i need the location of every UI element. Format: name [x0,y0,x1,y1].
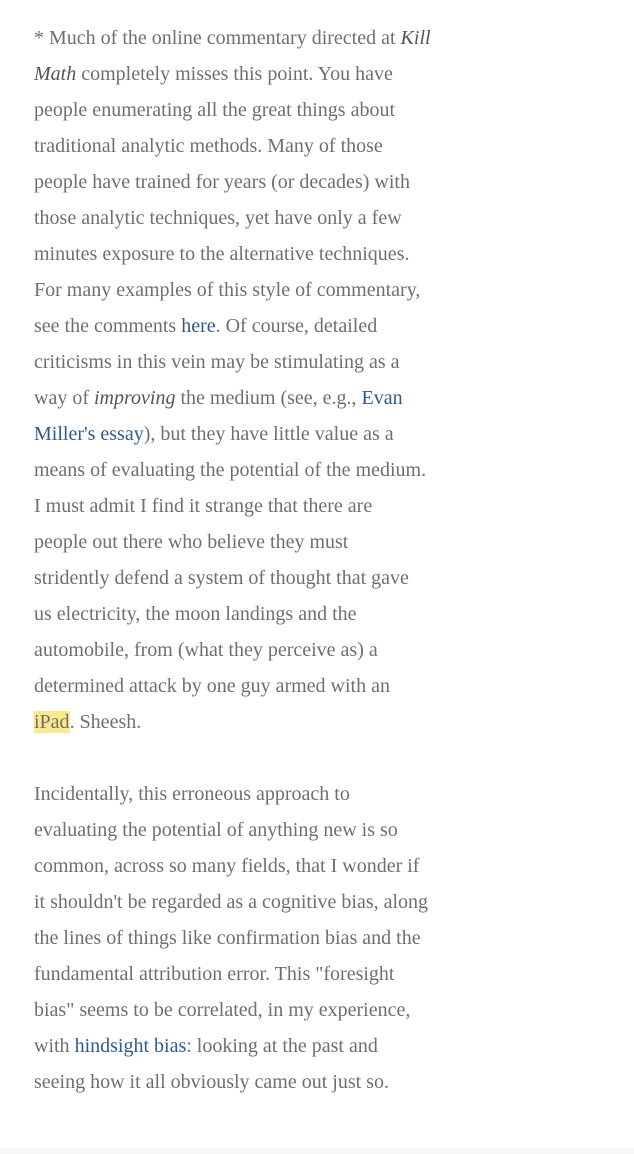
footnote-paragraph [34,20,509,740]
text-line: the lines of things like confirmation bias and the [34,927,421,949]
text-line: people have trained for years (or decades) with [34,171,410,193]
text-run: see the comments [34,315,182,337]
text-line: us electricity, the moon landings and the [34,603,357,625]
text-run: * Much of the online commentary directed at [34,27,401,49]
text-line: those analytic techniques, yet have only a few [34,207,402,229]
text-run: ), but they have little value as a [143,423,394,445]
link-evan-miller-essay[interactable]: Evan [361,387,403,409]
text-line: automobile, from (what they perceive as) a [34,639,378,661]
page-bottom-band [0,1148,634,1154]
text-line [34,308,509,344]
text-line: Incidentally, this erroneous approach to [34,783,350,805]
link-here[interactable]: here [181,315,216,337]
text-line [34,704,509,740]
paragraph-spacer [34,740,509,776]
text-line: people out there who believe they must [34,531,349,553]
text-line: means of evaluating the potential of the medium. [34,459,427,481]
emphasis-kill-math: Kill [400,27,431,49]
text-line [34,56,509,92]
highlighted-text-ipad[interactable]: iPad [34,711,70,733]
text-line: For many examples of this style of commentary, [34,279,421,301]
text-line: determined attack by one guy armed with an [34,675,390,697]
text-run: way of [34,387,94,409]
incidentally-paragraph [34,776,509,1100]
link-hindsight-bias[interactable]: hindsight bias [74,1035,187,1057]
text-line: I must admit I find it strange that there are [34,495,373,517]
text-line: fundamental attribution error. This "foresight [34,963,395,985]
text-run: . Of course, detailed [215,315,378,337]
text-line: people enumerating all the great things about [34,99,395,121]
text-line: criticisms in this vein may be stimulating as a [34,351,400,373]
text-line: minutes exposure to the alternative techniques. [34,243,410,265]
emphasis-kill-math: Math [34,63,77,85]
text-line: common, across so many fields, that I wonder if [34,855,420,877]
text-line [34,380,509,416]
text-line [34,1028,509,1064]
text-run: the medium (see, e.g., [175,387,362,409]
text-run: completely misses this point. You have [76,63,393,85]
text-line: evaluating the potential of anything new is so [34,819,398,841]
text-line: bias" seems to be correlated, in my experience, [34,999,411,1021]
article-body [34,20,509,1100]
text-line: stridently defend a system of thought that gave [34,567,409,589]
link-evan-miller-essay[interactable]: Miller's essay [34,423,144,445]
text-line [34,20,509,56]
text-run: . Sheesh. [69,711,142,733]
text-line: it shouldn't be regarded as a cognitive bias, along [34,891,429,913]
emphasis-improving: improving [93,387,176,409]
text-line: traditional analytic methods. Many of those [34,135,383,157]
text-line: seeing how it all obviously came out just so. [34,1071,389,1093]
text-run: with [34,1035,75,1057]
text-run: : looking at the past and [186,1035,378,1057]
text-line [34,416,509,452]
